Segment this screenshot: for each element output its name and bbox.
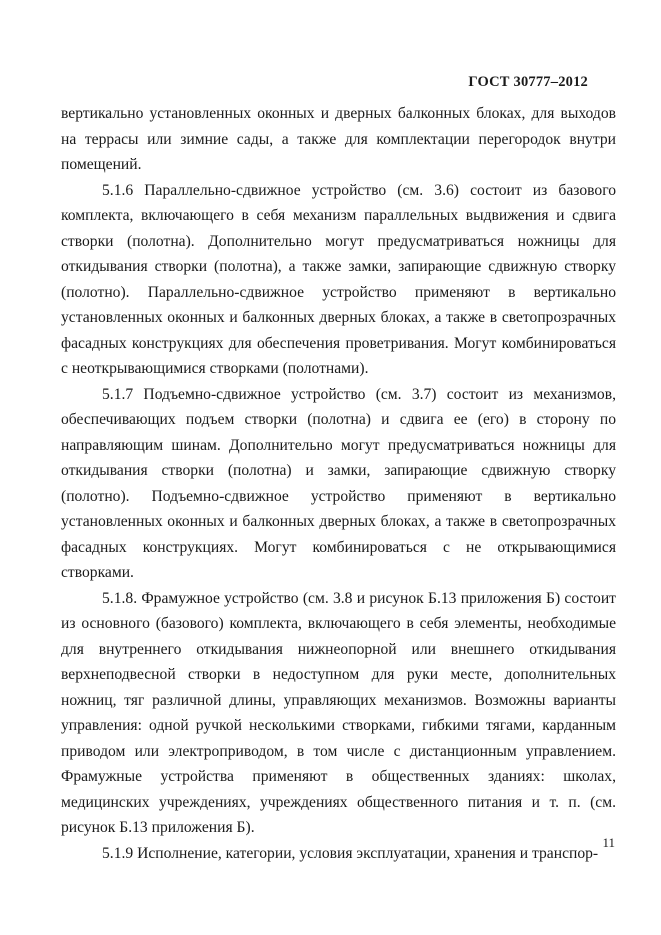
paragraph-continuation: вертикально установленных оконных и дверных балконных блоках, для выходов на террасы или зимние сады, а также для комплектации перегородок внутри помещений. (61, 105, 616, 173)
document-header: ГОСТ 30777–2012 (468, 74, 588, 90)
document-body (61, 101, 616, 866)
paragraph-5-1-7: 5.1.7 Подъемно-сдвижное устройство (см. 3.7) состоит из механизмов, обеспечивающих подъем створки (полотна) и сдвига ее (его) в сторону по направляющим шинам. Дополнительно могут предусматриваться ножницы для откидывания створки (полотна) и замки, запирающие сдвижную створку (полотно). Подъемно-сдвижное устройство применяют в вертикально установленных оконных и балконных дверных блоках, а также в светопрозрачных фасадных конструкциях. Могут комбинироваться с не открывающимися створками. (61, 385, 616, 581)
paragraph-5-1-8: 5.1.8. Фрамужное устройство (см. 3.8 и рисунок Б.13 приложения Б) состоит из основного (базового) комплекта, включающего в себя элементы, необходимые для внутреннего откидывания нижнеопорной или внешнего откидывания верхнеподвесной створки в недоступном для руки месте, дополнительных ножниц, тяг различной длины, управляющих механизмов. Возможны варианты управления: одной ручкой несколькими створками, гибкими тягами, карданным приводом или электроприводом, в том числе с дистанционным управлением. Фрамужные устройства применяют в общественных зданиях: школах, медицинских учреждениях, учреждениях общественного питания и т. п. (см. рисунок Б.13 приложения Б). (61, 589, 616, 836)
paragraph-5-1-9: 5.1.9 Исполнение, категории, условия эксплуатации, хранения и транспор- (102, 844, 599, 862)
page-number: 11 (602, 835, 615, 850)
paragraph-5-1-6: 5.1.6 Параллельно-сдвижное устройство (см. 3.6) состоит из базового комплекта, включающего в себя механизм параллельных выдвижения и сдвига створки (полотна). Дополнительно могут предусматриваться ножницы для откидывания створки (полотна), а также замки, запирающие сдвижную створку (полотно). Параллельно-сдвижное устройство применяют в вертикально установленных оконных и балконных дверных блоках, а также в светопрозрачных фасадных конструкциях для обеспечения проветривания. Могут комбинироваться с неоткрывающимися створками (полотнами). (61, 181, 616, 377)
